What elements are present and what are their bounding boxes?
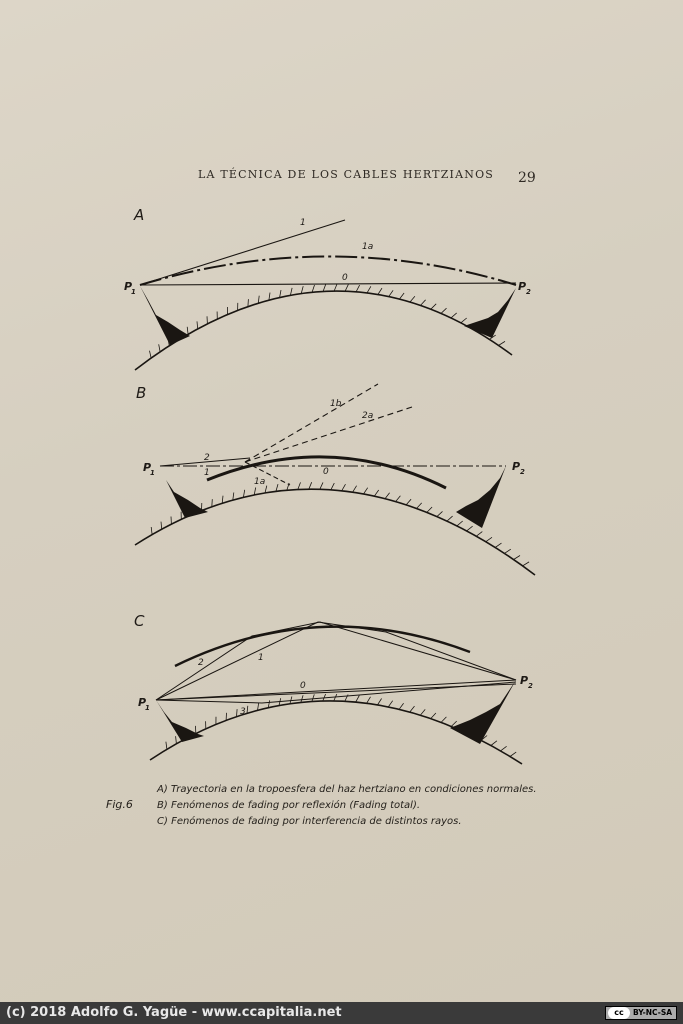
panel-c-p2-mountain bbox=[450, 680, 516, 744]
panel-c-ray-1 bbox=[156, 622, 516, 700]
panel-c-ray-2 bbox=[156, 622, 516, 700]
panel-a-ray-1a bbox=[140, 257, 516, 286]
panel-b-ray-2a-label: 2a bbox=[362, 411, 374, 421]
panel-a-p1-subscript: 1 bbox=[131, 288, 136, 296]
panel-a-label: A bbox=[134, 206, 145, 224]
panel-b-ray-0-label: 0 bbox=[323, 467, 329, 477]
panel-a-p2-label: P bbox=[518, 280, 527, 293]
panel-c-p1-mountain bbox=[156, 700, 204, 742]
license-text: BY-NC-SA bbox=[633, 1008, 673, 1017]
panel-a-ray-1-label: 1 bbox=[300, 218, 306, 228]
copyright-footer bbox=[0, 1002, 683, 1024]
panel-b-p1-label: P bbox=[143, 461, 152, 474]
panel-b-ray-1b-label: 1b bbox=[330, 399, 342, 409]
panel-b-p2-label: P bbox=[512, 460, 521, 473]
cc-license-badge bbox=[605, 1006, 677, 1020]
panel-c-p2-label: P bbox=[520, 674, 529, 687]
panel-c-ray-2-label: 2 bbox=[198, 658, 204, 668]
panel-b-ray-1-label: 1 bbox=[204, 468, 210, 478]
panel-b-p2-subscript: 2 bbox=[520, 468, 525, 476]
panel-b-ray-1b bbox=[245, 384, 378, 462]
panel-a bbox=[124, 206, 531, 370]
panel-c bbox=[134, 612, 533, 764]
panel-a-ray-1 bbox=[140, 220, 345, 285]
figure-number: Fig.6 bbox=[106, 798, 133, 811]
panel-b-ray-2-label: 2 bbox=[204, 453, 210, 463]
panel-a-earth-hatching bbox=[150, 284, 506, 358]
panel-c-p1-subscript: 1 bbox=[145, 704, 150, 712]
figure-caption bbox=[157, 782, 537, 830]
caption-line-a: A) Trayectoria en la tropoesfera del haz hertziano en condiciones normales. bbox=[157, 784, 537, 795]
panel-c-p1-label: P bbox=[138, 696, 147, 709]
panel-b-ray-2a bbox=[245, 407, 412, 462]
panel-b-p1-mountain bbox=[160, 468, 208, 518]
panel-a-p1-mountain bbox=[140, 286, 190, 345]
panel-a-ray-1a-label: 1a bbox=[362, 242, 374, 252]
panel-b bbox=[135, 384, 535, 575]
panel-a-p2-mountain bbox=[464, 288, 516, 338]
panel-b-earth-hatching bbox=[151, 482, 529, 566]
page-number: 29 bbox=[518, 170, 536, 186]
panel-b-p2-mountain bbox=[456, 466, 506, 528]
panel-a-earth-curve bbox=[135, 291, 512, 370]
panel-a-ray-0-label: 0 bbox=[342, 273, 348, 283]
panel-c-ray-3-label: 3 bbox=[240, 707, 246, 717]
cc-icon: cc bbox=[608, 1007, 630, 1019]
running-title: LA TÉCNICA DE LOS CABLES HERTZIANOS bbox=[198, 168, 495, 181]
panel-c-ray-1-label: 1 bbox=[258, 653, 264, 663]
panel-c-p2-subscript: 2 bbox=[528, 682, 533, 690]
panel-a-p2-subscript: 2 bbox=[526, 288, 531, 296]
panel-c-label: C bbox=[134, 612, 145, 630]
panel-b-label: B bbox=[136, 384, 147, 402]
copyright-text: (c) 2018 Adolfo G. Yagüe - www.ccapitalia.net bbox=[6, 1005, 342, 1020]
caption-line-b: B) Fenómenos de fading por reflexión (Fading total). bbox=[157, 800, 421, 811]
panel-a-ray-0 bbox=[140, 283, 516, 285]
panel-b-ray-1a-label: 1a bbox=[254, 477, 266, 487]
caption-line-c: C) Fenómenos de fading por interferencia de distintos rayos. bbox=[157, 816, 462, 827]
panel-a-p1-label: P bbox=[124, 280, 133, 293]
panel-c-ray-0-label: 0 bbox=[300, 681, 306, 691]
panel-b-p1-subscript: 1 bbox=[150, 469, 155, 477]
